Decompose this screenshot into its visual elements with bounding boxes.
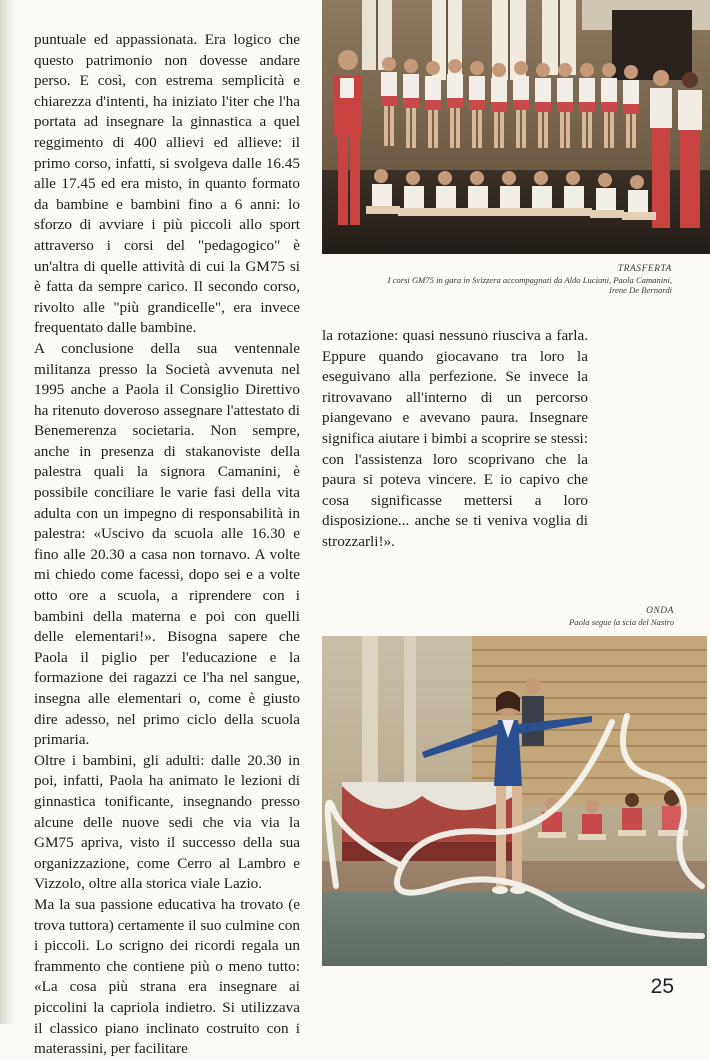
paragraph: Oltre i bambini, gli adulti: dalle 20.30 in poi, infatti, Paola ha animato le lezioni di ginnastica tonificante, insegnando presso alcune delle nuove sedi che via via la GM75 apriva, visto il successo della sua organizzazione, come Cerro al Lambro e Vizzolo, oltre alla storica viale Lazio. <box>34 751 300 893</box>
page-gutter-shadow <box>0 0 14 1024</box>
page-number: 25 <box>650 975 674 998</box>
team-group-photo <box>322 0 710 254</box>
ribbon-gymnast-photo <box>322 636 707 966</box>
ribbon-gymnast-illustration <box>322 636 707 966</box>
caption-title: TRASFERTA <box>617 264 672 274</box>
article-right-column <box>322 326 588 553</box>
paragraph: A conclusione della sua ventennale militanza presso la Società avvenuta nel 1995 anche a Paola il Consiglio Direttivo ha ritenuto doveroso assegnare l'attestato di Benemerenza societaria. Non sempre, anche in presenza di stakanoviste della palestra quali la signora Camanini, è possibile conciliare le varie fasi della vita adulta con un impegno di responsabilità in palestra: «Uscivo da scuola alle 16.30 e fino alle 20.30 a casa non tornavo. A volte mi chiedo come facessi, dopo sei e a volte otto ore a scuola, a riprendere con i bambini della materna e poi con quelli delle elementari!». Bisogna sapere che Paola il piglio per l'educazione e la formazione dei ragazzi ce l'ha nel sangue, insegna alle elementari o, come è giusto dire adesso, nel primo ciclo della scuola primaria. <box>34 339 300 749</box>
team-group-illustration <box>322 0 710 254</box>
caption-text: Paola segue la scia del Nastro <box>569 616 674 627</box>
paragraph: Ma la sua passione educativa ha trovato (e trova tuttora) certamente il suo culmine con i piccoli. Lo scrigno dei ricordi regala un frammento che contiene più o meno tutto: «La cosa più strana era insegnare ai piccolini la capriola indietro. Si utilizzava il classico piano inclinato costruito con i materassini, per facilitare <box>34 895 300 1058</box>
paragraph: puntuale ed appassionata. Era logico che questo patrimonio non dovesse andare perso. E così, con estrema semplicità e chiarezza d'intenti, ha iniziato l'iter che l'ha portata ad insegnare la ginnastica a quel reggimento di 400 allievi ed allieve: il primo corso, infatti, si svolgeva dalle 16.45 alle 17.45 ed era misto, in quanto formato da bambine e bambini fino a 6 anni: lo sforzo di avviare i più piccoli allo sport attraverso i corsi del "pedagogico" è un'altra di quelle attività di cui la GM75 si è fatta da sempre carico. Il secondo corso, rivolto alle "più grandicelle", era invece frequentato dalle bambine. <box>34 31 300 337</box>
caption-title: ONDA <box>646 606 674 616</box>
caption-text: I corsi GM75 in gara in Svizzera accompagnati da Aldo Luciani, Paola Camanini, Irene De Bernardi <box>387 274 672 295</box>
photo-caption <box>372 264 672 296</box>
paragraph: la rotazione: quasi nessuno riusciva a farla. Eppure quando giocavano tra loro la eseguivano alla perfezione. Se invece la ritrovavano all'interno di un percorso piangevano e avevano paura. Insegnare significa aiutare i bimbi a scoprire se stessi: con l'assistenza loro scoprivano che la paura si poteva vincere. E io capivo che cosa significasse mettersi a loro disposizione... anche se ti veniva voglia di strozzarli!». <box>322 327 588 550</box>
photo-caption <box>374 606 674 627</box>
article-left-column <box>34 30 300 1060</box>
